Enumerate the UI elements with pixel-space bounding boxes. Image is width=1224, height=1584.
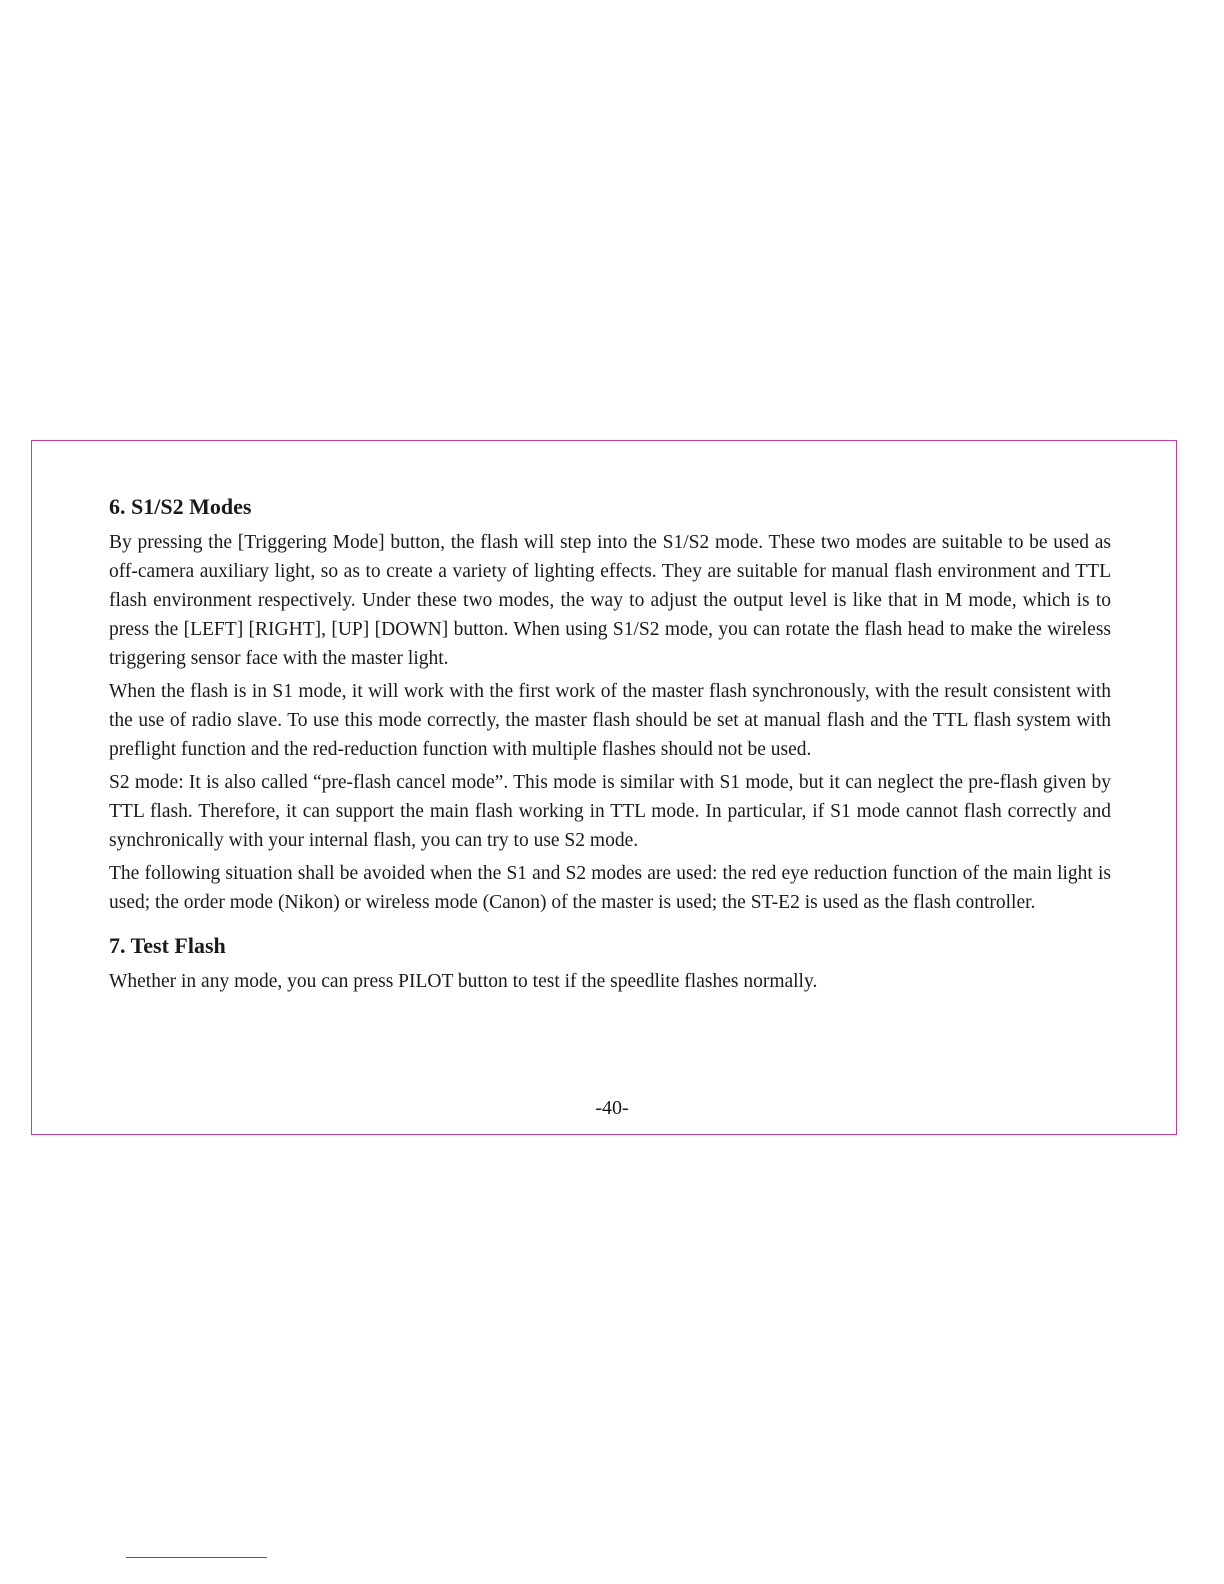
page-content xyxy=(109,492,1111,1000)
footer-rule xyxy=(126,1557,267,1558)
page-number: -40- xyxy=(595,1097,629,1119)
paragraph-s1-s2-intro: By pressing the [Triggering Mode] button, the flash will step into the S1/S2 mode. These two modes are suitable to be used as off-camera auxiliary light, so as to create a variety of lighting effects. They are suitable for manual flash environment and TTL flash environment respectively. Under these two modes, the way to adjust the output level is like that in M mode, which is to press the [LEFT] [RIGHT], [UP] [DOWN] button. When using S1/S2 mode, you can rotate the flash head to make the wireless triggering sensor face with the master light. xyxy=(109,532,1111,669)
section-heading-test-flash: 7. Test Flash xyxy=(109,933,226,958)
paragraph-test-flash: Whether in any mode, you can press PILOT button to test if the speedlite flashes normally. xyxy=(109,971,818,992)
paragraph-s2-mode: S2 mode: It is also called “pre-flash cancel mode”. This mode is similar with S1 mode, but it can neglect the pre-flash given by TTL flash. Therefore, it can support the main flash working in TTL mode. In particular, if S1 mode cannot flash correctly and synchronically with your internal flash, you can try to use S2 mode. xyxy=(109,772,1111,851)
paragraph-s1-mode: When the flash is in S1 mode, it will work with the first work of the master flash synchronously, with the result consistent with the use of radio slave. To use this mode correctly, the master flash should be set at manual flash and the TTL flash system with preflight function and the red-reduction function with multiple flashes should not be used. xyxy=(109,681,1111,760)
paragraph-avoid-situations: The following situation shall be avoided when the S1 and S2 modes are used: the red eye reduction function of the main light is used; the order mode (Nikon) or wireless mode (Canon) of the master is used; the ST-E2 is used as the flash controller. xyxy=(109,863,1111,913)
section-heading-s1-s2-modes: 6. S1/S2 Modes xyxy=(109,494,252,519)
